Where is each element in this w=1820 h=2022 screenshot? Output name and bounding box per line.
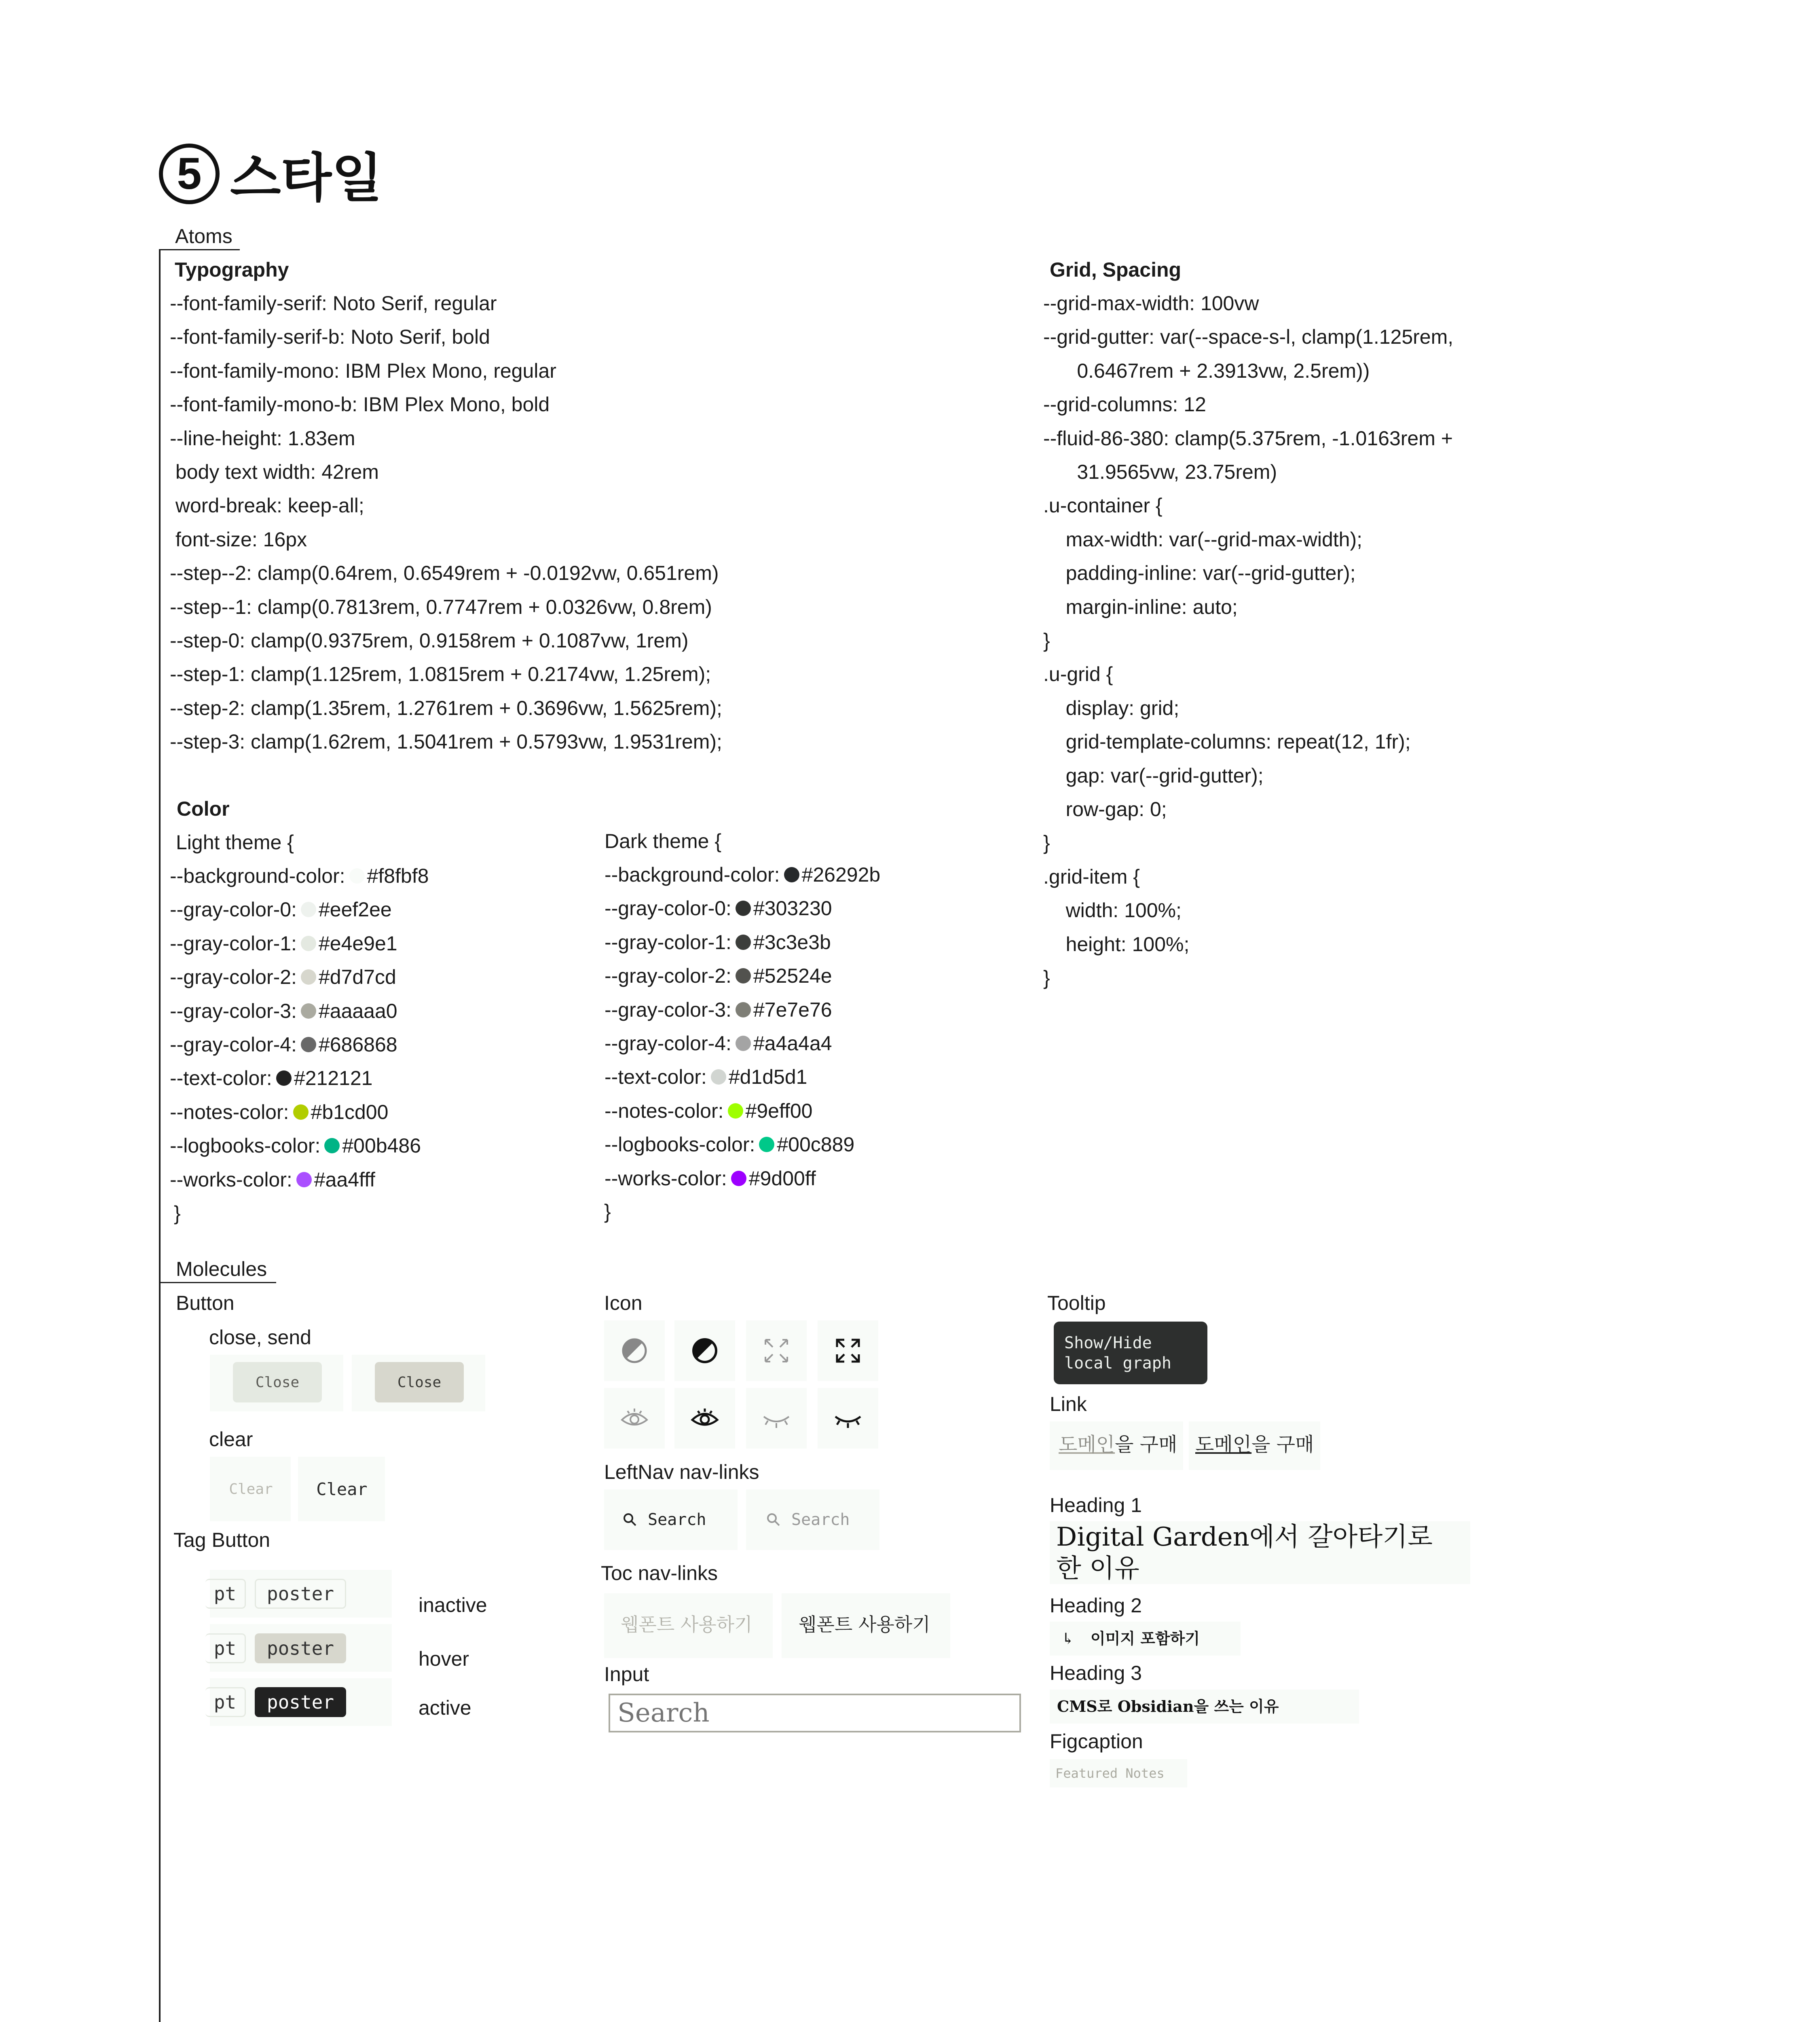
color-swatch	[301, 1003, 316, 1019]
color-token-name: --gray-color-2:	[170, 966, 297, 989]
grid-line: padding-inline: var(--grid-gutter);	[1043, 562, 1356, 585]
eye-bold-icon[interactable]	[674, 1388, 735, 1449]
grid-line: margin-inline: auto;	[1043, 595, 1238, 618]
search-input[interactable]	[609, 1694, 1021, 1732]
color-token-name: --gray-color-0:	[170, 898, 297, 921]
grid-line: .grid-item {	[1043, 865, 1140, 888]
typography-line: --font-family-serif-b: Noto Serif, bold	[170, 326, 490, 349]
color-row	[170, 859, 429, 893]
tag-button-label: Tag Button	[173, 1529, 271, 1551]
dark-theme-close: }	[604, 1200, 611, 1223]
expand-icon[interactable]	[746, 1320, 807, 1381]
typography-line: word-break: keep-all;	[170, 494, 364, 517]
color-hex-value: #686868	[318, 1033, 397, 1056]
color-token-name: --works-color:	[170, 1168, 292, 1191]
color-swatch	[736, 1036, 751, 1051]
domain-link-rest-hover: 을 구매	[1251, 1433, 1314, 1456]
color-token-name: --gray-color-4:	[605, 1032, 731, 1055]
heading1-line-1: Digital Garden에서 갈아타기로	[1056, 1522, 1433, 1552]
grid-line: max-width: var(--grid-max-width);	[1043, 528, 1362, 551]
grid-line: --grid-max-width: 100vw	[1043, 292, 1259, 315]
grid-line: display: grid;	[1043, 696, 1180, 719]
expand-bold-icon[interactable]	[818, 1320, 878, 1381]
color-hex-value: #eef2ee	[318, 898, 392, 921]
typography-line: --step-3: clamp(1.62rem, 1.5041rem + 0.5793vw, 1.9531rem);	[170, 730, 722, 753]
color-row	[605, 925, 831, 959]
tooltip-text-1: Show/Hide	[1064, 1334, 1152, 1352]
color-row	[605, 891, 832, 925]
color-token-name: --gray-color-3:	[605, 998, 731, 1021]
color-token-name: --gray-color-1:	[605, 931, 731, 954]
color-token-name: --gray-color-1:	[170, 932, 297, 955]
color-row	[170, 1095, 388, 1129]
domain-link-word: 도메인	[1059, 1433, 1115, 1456]
eye-icon[interactable]	[604, 1388, 665, 1449]
atoms-label: Atoms	[175, 225, 233, 247]
color-row	[170, 1129, 421, 1163]
color-swatch	[711, 1069, 726, 1085]
color-swatch	[296, 1172, 312, 1187]
color-swatch	[728, 1103, 743, 1119]
color-hex-value: #00b486	[342, 1134, 421, 1157]
typography-line: --step--2: clamp(0.64rem, 0.6549rem + -0.0192vw, 0.651rem)	[170, 562, 719, 585]
color-token-name: --logbooks-color:	[605, 1133, 755, 1156]
grid-line: }	[1043, 967, 1050, 989]
color-hex-value: #a4a4a4	[753, 1032, 832, 1055]
color-row	[605, 1026, 832, 1060]
dark-theme-open: Dark theme {	[605, 830, 722, 852]
leftnav-search-text: Search	[648, 1510, 706, 1529]
tag-poster-inactive[interactable]: poster	[255, 1579, 346, 1609]
color-row	[605, 858, 880, 892]
color-hex-value: #212121	[294, 1067, 373, 1090]
color-token-name: --text-color:	[170, 1067, 272, 1090]
input-label: Input	[604, 1663, 649, 1686]
color-hex-value: #7e7e76	[753, 998, 832, 1021]
figcaption-label: Figcaption	[1050, 1730, 1143, 1753]
color-token-name: --gray-color-0:	[605, 897, 731, 920]
search-icon	[766, 1512, 781, 1527]
close-send-label: close, send	[209, 1326, 311, 1349]
color-token-name: --gray-color-3:	[170, 999, 297, 1022]
grid-line: }	[1043, 831, 1050, 854]
color-row	[170, 994, 397, 1028]
color-swatch	[784, 867, 799, 882]
toc-link-muted[interactable]: 웹폰트 사용하기	[621, 1614, 753, 1635]
leftnav-search-text-muted: Search	[791, 1510, 850, 1529]
eye-closed-icon[interactable]	[746, 1388, 807, 1449]
color-row	[170, 1061, 372, 1095]
color-row	[170, 1028, 397, 1062]
title-number-badge: 5	[159, 144, 220, 204]
grid-line: width: 100%;	[1043, 899, 1182, 922]
color-row	[170, 960, 396, 994]
color-hex-value: #52524e	[753, 964, 832, 988]
tooltip-bubble	[1054, 1322, 1207, 1384]
color-token-name: --text-color:	[605, 1066, 707, 1089]
typography-heading: Typography	[175, 258, 289, 281]
color-hex-value: #aa4fff	[314, 1168, 375, 1191]
grid-line: .u-container {	[1043, 494, 1163, 517]
typography-line: --step-0: clamp(0.9375rem, 0.9158rem + 0.1087vw, 1rem)	[170, 629, 689, 652]
light-theme-open: Light theme {	[176, 831, 294, 854]
toc-link[interactable]: 웹폰트 사용하기	[799, 1614, 930, 1635]
typography-line: --font-family-mono: IBM Plex Mono, regular	[170, 359, 556, 382]
leftnav-label: LeftNav nav-links	[604, 1461, 759, 1483]
color-hex-value: #00c889	[777, 1133, 855, 1156]
grid-line: }	[1043, 629, 1050, 652]
color-token-name: --gray-color-4:	[170, 1033, 297, 1056]
toc-label: Toc nav-links	[601, 1562, 718, 1584]
typography-line: --step-2: clamp(1.35rem, 1.2761rem + 0.3696vw, 1.5625rem);	[170, 696, 722, 719]
color-hex-value: #d1d5d1	[728, 1066, 807, 1089]
color-swatch	[301, 969, 316, 985]
color-hex-value: #26292b	[801, 863, 881, 886]
typography-line: --font-family-serif: Noto Serif, regular	[170, 292, 497, 315]
grid-line: height: 100%;	[1043, 933, 1190, 956]
color-row	[605, 959, 832, 993]
close-button-hover[interactable]: Close	[375, 1362, 464, 1402]
close-button[interactable]: Close	[233, 1362, 322, 1402]
page-title	[159, 136, 383, 212]
title-text: 스타일	[230, 148, 383, 207]
domain-link-default[interactable]	[1059, 1428, 1177, 1462]
typography-line: --step-1: clamp(1.125rem, 1.0815rem + 0.2174vw, 1.25rem);	[170, 663, 711, 686]
grid-line: 0.6467rem + 2.3913vw, 2.5rem))	[1043, 359, 1370, 382]
color-hex-value: #aaaaa0	[318, 999, 397, 1022]
color-swatch	[736, 935, 751, 950]
typography-line: font-size: 16px	[170, 528, 307, 551]
heading2-text: 이미지 포함하기	[1090, 1629, 1200, 1648]
color-hex-value: #b1cd00	[311, 1100, 389, 1123]
color-token-name: --notes-color:	[170, 1100, 289, 1123]
color-hex-value: #f8fbf8	[367, 865, 429, 887]
domain-link-rest: 을 구매	[1115, 1433, 1177, 1456]
tag-state-active: active	[419, 1696, 471, 1719]
color-swatch	[349, 868, 365, 884]
tag-pt-hover[interactable]: pt	[205, 1633, 246, 1663]
link-label: Link	[1050, 1393, 1087, 1415]
heading1-line-2: 한 이유	[1056, 1554, 1139, 1584]
color-row	[605, 993, 832, 1027]
half-circle-filled-icon[interactable]	[674, 1320, 735, 1381]
heading1-sample	[1056, 1521, 1433, 1584]
heading2-sample	[1061, 1622, 1200, 1656]
color-swatch	[731, 1171, 746, 1186]
eye-closed-bold-icon[interactable]	[818, 1388, 878, 1449]
color-row	[170, 893, 392, 926]
typography-line: --step--1: clamp(0.7813rem, 0.7747rem + 0.0326vw, 0.8rem)	[170, 595, 712, 618]
clear-button[interactable]: Clear	[316, 1479, 368, 1499]
typography-line: --font-family-mono-b: IBM Plex Mono, bold	[170, 393, 550, 416]
figcaption-sample: Featured Notes	[1055, 1766, 1165, 1781]
heading2-arrow-icon: ↳	[1061, 1630, 1074, 1648]
color-token-name: --works-color:	[605, 1167, 727, 1190]
color-hex-value: #303230	[753, 897, 832, 920]
grid-line: .u-grid {	[1043, 663, 1113, 686]
leftnav-search-link-muted[interactable]	[766, 1504, 850, 1536]
grid-heading: Grid, Spacing	[1050, 258, 1182, 281]
color-swatch	[301, 936, 316, 951]
grid-line: row-gap: 0;	[1043, 798, 1167, 821]
clear-label: clear	[209, 1428, 253, 1451]
search-icon	[623, 1512, 637, 1527]
color-token-name: --logbooks-color:	[170, 1134, 321, 1157]
color-row	[605, 1060, 807, 1094]
tag-state-inactive: inactive	[419, 1594, 487, 1616]
tooltip-text-2: local graph	[1064, 1354, 1171, 1373]
clear-button-disabled[interactable]: Clear	[229, 1481, 273, 1497]
color-swatch	[324, 1138, 340, 1153]
grid-line: --grid-columns: 12	[1043, 393, 1206, 416]
color-swatch	[293, 1104, 309, 1120]
heading3-label: Heading 3	[1050, 1662, 1142, 1684]
color-swatch	[736, 1002, 751, 1017]
heading1-label: Heading 1	[1050, 1494, 1142, 1516]
button-section-label: Button	[176, 1292, 235, 1314]
tag-pt-active[interactable]: pt	[205, 1687, 246, 1717]
section-guide-line	[159, 250, 161, 2022]
heading2-label: Heading 2	[1050, 1594, 1142, 1617]
tag-poster-hover[interactable]: poster	[255, 1633, 346, 1663]
color-row	[605, 1127, 854, 1161]
atoms-underline	[159, 249, 240, 250]
domain-link-hover[interactable]	[1195, 1428, 1314, 1462]
grid-line: gap: var(--grid-gutter);	[1043, 764, 1264, 787]
color-hex-value: #e4e9e1	[318, 932, 397, 955]
typography-line: --line-height: 1.83em	[170, 427, 355, 450]
grid-line: --grid-gutter: var(--space-s-l, clamp(1.125rem,	[1043, 326, 1454, 349]
color-token-name: --notes-color:	[605, 1099, 724, 1122]
color-swatch	[301, 902, 316, 917]
color-swatch	[736, 901, 751, 916]
color-hex-value: #9d00ff	[748, 1167, 816, 1190]
icon-section-label: Icon	[604, 1292, 643, 1314]
molecules-label: Molecules	[176, 1258, 267, 1280]
color-row	[170, 926, 397, 960]
tag-pt-inactive[interactable]: pt	[205, 1579, 246, 1609]
color-token-name: --background-color:	[605, 863, 780, 886]
color-hex-value: #d7d7cd	[318, 966, 396, 989]
color-row	[170, 1163, 375, 1197]
color-swatch	[759, 1137, 774, 1152]
tooltip-label: Tooltip	[1047, 1292, 1106, 1314]
grid-line: --fluid-86-380: clamp(5.375rem, -1.0163rem +	[1043, 427, 1453, 450]
heading3-sample: CMS로 Obsidian을 쓰는 이유	[1057, 1697, 1279, 1715]
color-row	[605, 1094, 812, 1128]
grid-line: 31.9565vw, 23.75rem)	[1043, 461, 1277, 483]
grid-line: grid-template-columns: repeat(12, 1fr);	[1043, 730, 1411, 753]
color-heading: Color	[177, 797, 230, 820]
tag-state-hover: hover	[419, 1648, 469, 1670]
color-token-name: --gray-color-2:	[605, 964, 731, 988]
color-hex-value: #9eff00	[745, 1099, 813, 1122]
molecules-underline	[159, 1282, 276, 1283]
color-token-name: --background-color:	[170, 865, 345, 887]
tag-poster-active[interactable]: poster	[255, 1687, 346, 1717]
color-swatch	[301, 1037, 316, 1052]
typography-line: body text width: 42rem	[170, 461, 379, 483]
color-row	[605, 1161, 816, 1195]
color-swatch	[276, 1070, 292, 1086]
leftnav-search-link[interactable]	[623, 1504, 706, 1536]
color-hex-value: #3c3e3b	[753, 931, 831, 954]
half-circle-icon[interactable]	[604, 1320, 665, 1381]
light-theme-close: }	[174, 1202, 181, 1225]
domain-link-word-hover: 도메인	[1195, 1433, 1252, 1456]
color-swatch	[736, 968, 751, 984]
